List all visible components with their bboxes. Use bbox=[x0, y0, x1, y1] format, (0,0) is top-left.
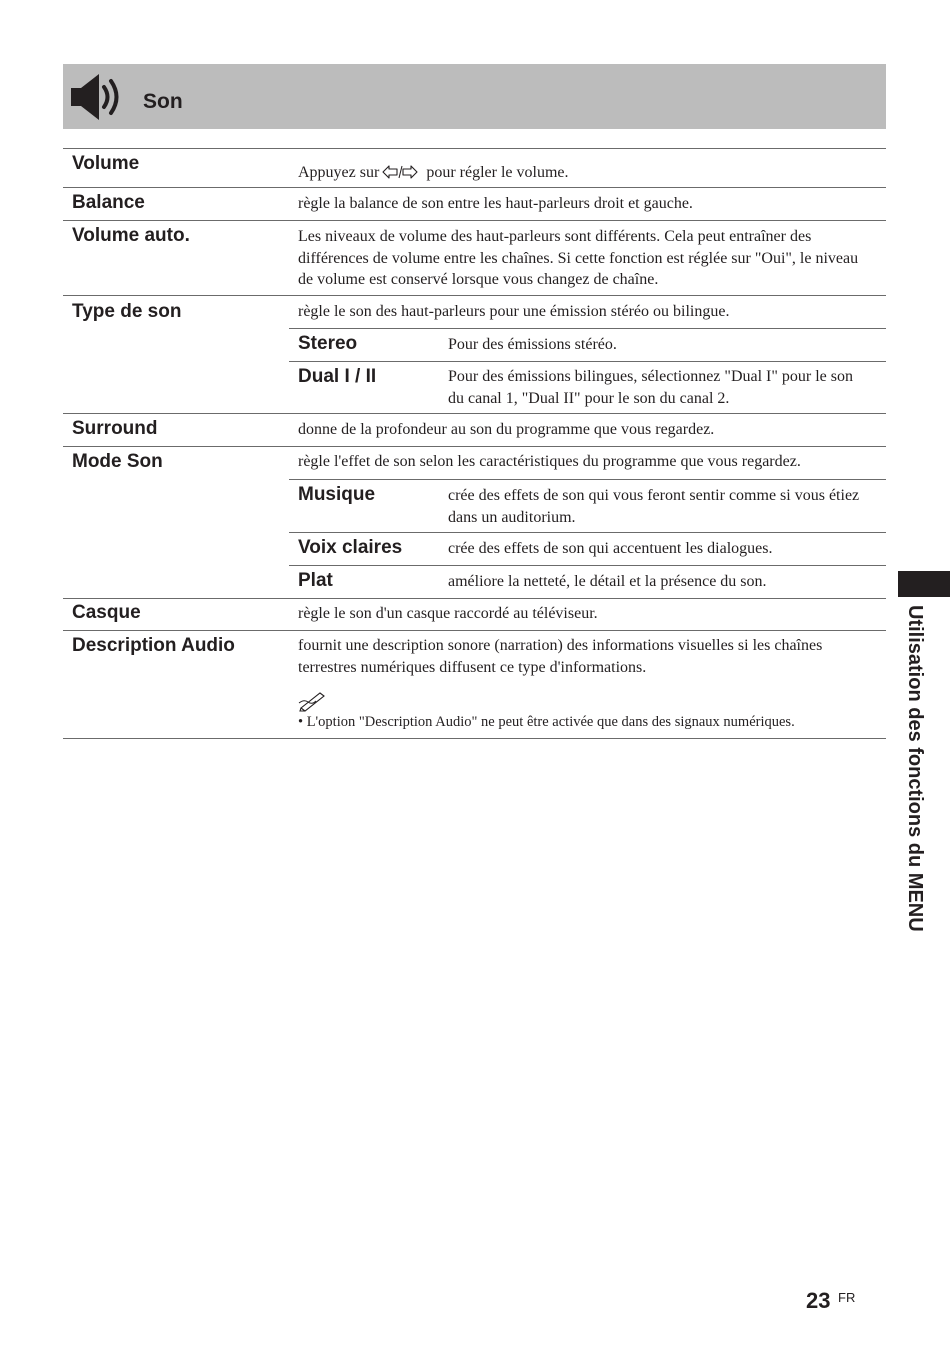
left-right-arrows-icon bbox=[382, 165, 418, 179]
sub-row-divider bbox=[289, 328, 886, 329]
row-label-description-audio: Description Audio bbox=[72, 635, 235, 656]
row-divider bbox=[63, 446, 886, 447]
row-divider bbox=[63, 630, 886, 631]
sub-row-divider bbox=[289, 361, 886, 362]
page-language: FR bbox=[838, 1290, 856, 1305]
speaker-icon bbox=[71, 72, 127, 122]
row-label-balance: Balance bbox=[72, 192, 145, 213]
sub-label-voix-claires: Voix claires bbox=[298, 537, 403, 558]
row-label-type-de-son: Type de son bbox=[72, 301, 182, 322]
section-header bbox=[63, 64, 886, 129]
row-desc-casque: règle le son d'un casque raccordé au téléviseur. bbox=[298, 605, 598, 622]
row-desc-description-audio: fournit une description sonore (narration) des informations visuelles si les chaînes terrestres numériques diffusent ce type d'informations. bbox=[298, 637, 823, 676]
row-divider bbox=[63, 220, 886, 221]
note-text: • L'option "Description Audio" ne peut être activée que dans des signaux numériques. bbox=[298, 714, 795, 730]
section-title: Son bbox=[143, 90, 183, 113]
row-desc-surround: donne de la profondeur au son du programme que vous regardez. bbox=[298, 421, 715, 438]
row-divider bbox=[63, 598, 886, 599]
sub-row-divider bbox=[289, 565, 886, 566]
table-bottom-rule bbox=[63, 738, 886, 739]
sub-desc-voix-claires: crée des effets de son qui accentuent les dialogues. bbox=[448, 540, 773, 557]
chapter-title: Utilisation des fonctions du MENU bbox=[904, 605, 926, 932]
row-desc-balance: règle la balance de son entre les haut-parleurs droit et gauche. bbox=[298, 195, 693, 212]
row-label-casque: Casque bbox=[72, 602, 141, 623]
sub-desc-dual: Pour des émissions bilingues, sélectionnez "Dual I" pour le son du canal 1, "Dual II" pour le son du canal 2. bbox=[448, 368, 853, 407]
pencil-note-icon bbox=[298, 690, 328, 712]
row-divider bbox=[63, 187, 886, 188]
row-label-volume-auto: Volume auto. bbox=[72, 225, 190, 246]
row-desc-volume bbox=[298, 162, 878, 184]
desc-text: pour régler le volume. bbox=[426, 164, 569, 181]
row-divider bbox=[63, 295, 886, 296]
row-desc-mode-son: règle l'effet de son selon les caractéristiques du programme que vous regardez. bbox=[298, 453, 801, 470]
table-top-rule bbox=[63, 148, 886, 149]
row-label-volume: Volume bbox=[72, 153, 140, 174]
row-desc-type-de-son: règle le son des haut-parleurs pour une émission stéréo ou bilingue. bbox=[298, 303, 730, 320]
row-label-mode-son: Mode Son bbox=[72, 451, 163, 472]
row-label-surround: Surround bbox=[72, 418, 158, 439]
sub-desc-plat: améliore la netteté, le détail et la présence du son. bbox=[448, 573, 767, 590]
sub-label-plat: Plat bbox=[298, 570, 333, 591]
sub-row-divider bbox=[289, 479, 886, 480]
page-number: 23 bbox=[806, 1288, 831, 1313]
row-desc-volume-auto: Les niveaux de volume des haut-parleurs sont différents. Cela peut entraîner des différences de volume entre les chaînes. Si cette fonction est réglée sur "Oui", le niveau de volume est conservé lorsque vous changez de chaîne. bbox=[298, 228, 859, 288]
desc-text: Appuyez sur bbox=[298, 164, 380, 181]
sub-row-divider bbox=[289, 532, 886, 533]
row-divider bbox=[63, 413, 886, 414]
sub-label-dual: Dual I / II bbox=[298, 366, 377, 387]
sub-label-stereo: Stereo bbox=[298, 333, 358, 354]
sub-desc-musique: crée des effets de son qui vous feront sentir comme si vous étiez dans un auditorium. bbox=[448, 487, 860, 526]
sub-label-musique: Musique bbox=[298, 484, 376, 505]
sub-desc-stereo: Pour des émissions stéréo. bbox=[448, 336, 617, 353]
chapter-tab bbox=[898, 571, 950, 597]
